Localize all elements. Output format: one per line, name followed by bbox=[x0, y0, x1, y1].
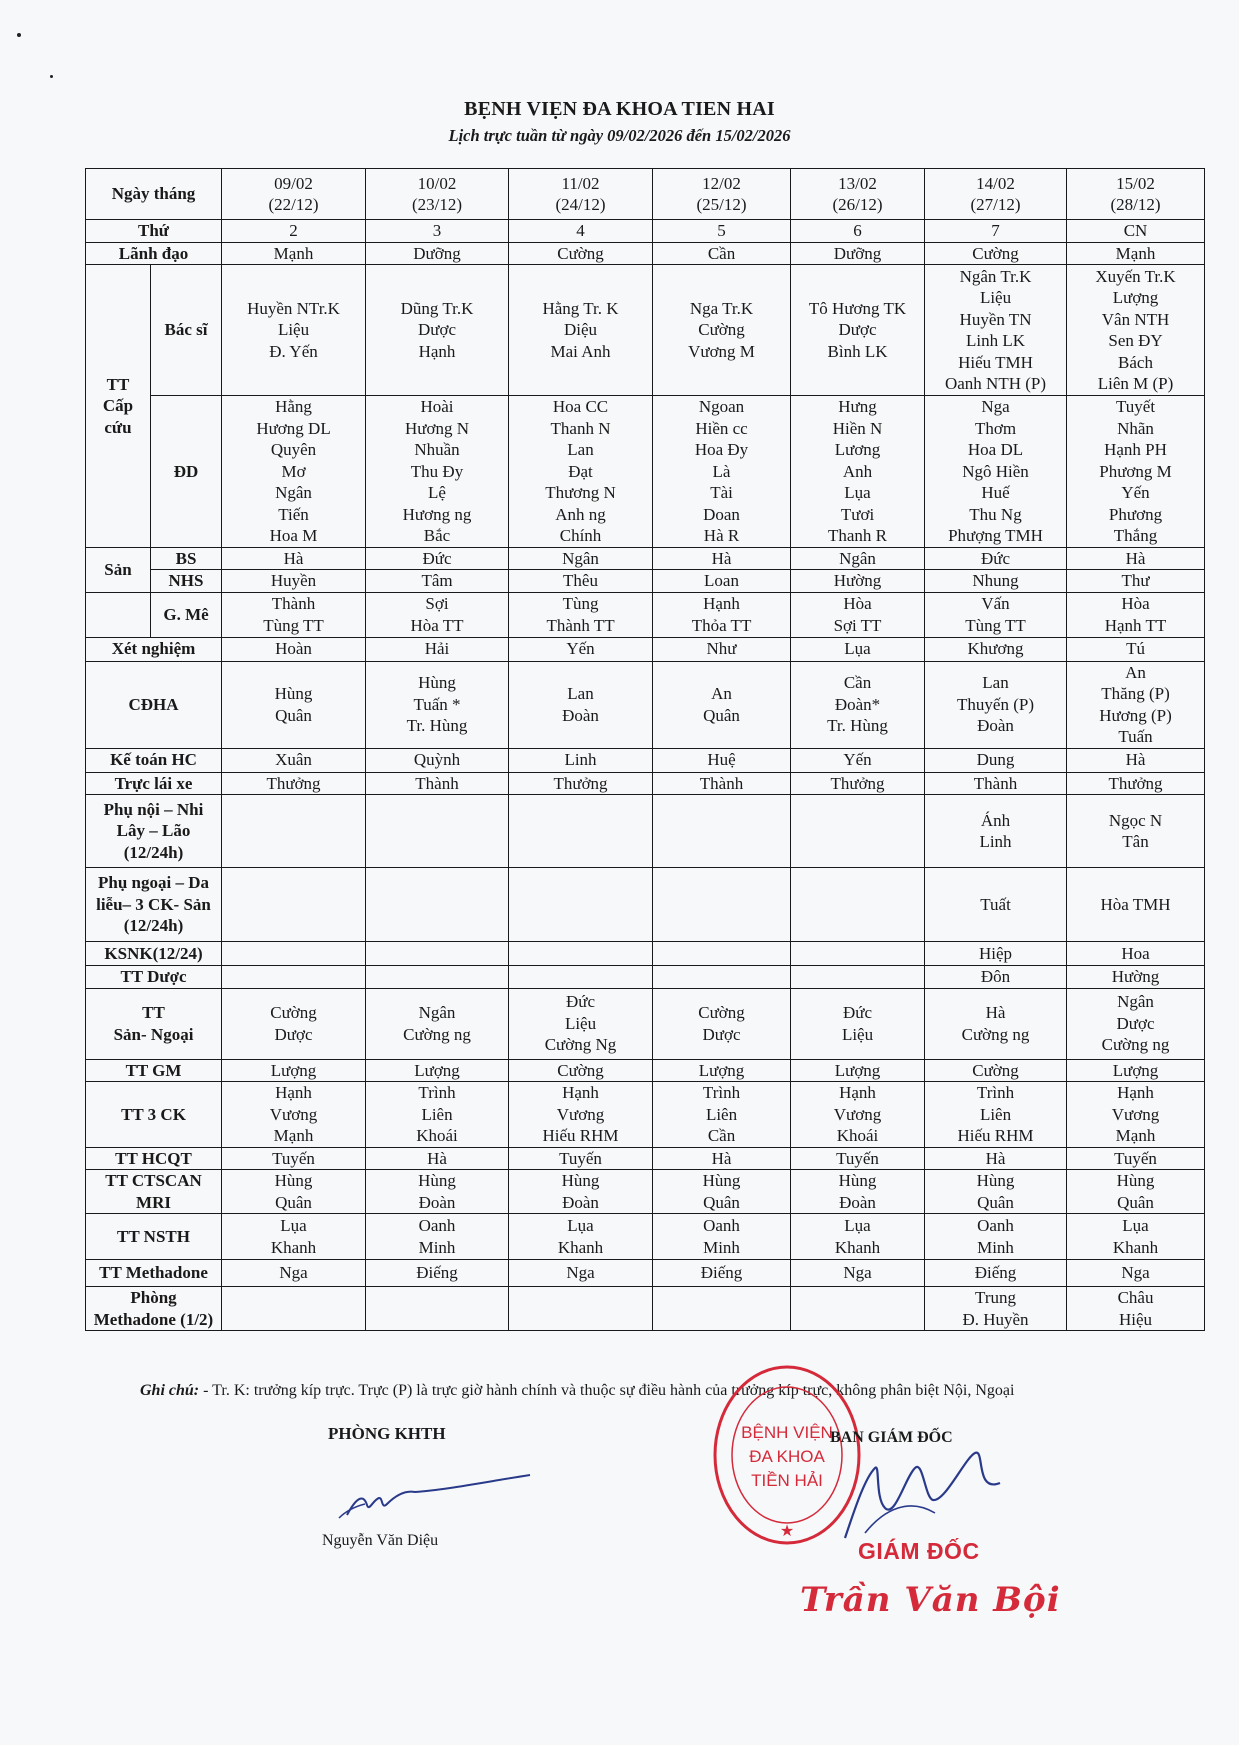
scan-speck bbox=[50, 75, 53, 78]
cell-phunoi bbox=[791, 795, 925, 868]
cell-nurse: Hưng Hiền N Lương Anh Lụa Tươi Thanh R bbox=[791, 396, 925, 548]
cell-methadone: Điếng bbox=[366, 1260, 509, 1287]
cell-ketoan: Huệ bbox=[653, 748, 791, 772]
director-name: Trần Văn Bội bbox=[800, 1580, 1061, 1620]
cell-sanngoai: Cường Dược bbox=[222, 988, 366, 1059]
cell-nsth: Lụa Khanh bbox=[509, 1214, 653, 1260]
cell-ctscan: Hùng Quân bbox=[653, 1170, 791, 1214]
cell-sanngoai: Đức Liệu Cường Ng bbox=[509, 988, 653, 1059]
cell-methadone: Điếng bbox=[925, 1260, 1067, 1287]
cell-leader: Cần bbox=[653, 242, 791, 265]
row-label-leader: Lãnh đạo bbox=[86, 242, 222, 265]
row-label-driver: Trực lái xe bbox=[86, 772, 222, 795]
row-label-nsth: TT NSTH bbox=[86, 1214, 222, 1260]
cell-gm: Lượng bbox=[653, 1059, 791, 1082]
stamp-line-1: BỆNH VIỆN bbox=[741, 1423, 833, 1442]
row-label-ck3: TT 3 CK bbox=[86, 1082, 222, 1148]
schedule-row-weekday bbox=[86, 220, 1205, 243]
row-label-ctscan: TT CTSCAN MRI bbox=[86, 1170, 222, 1214]
cell-weekday: 7 bbox=[925, 220, 1067, 243]
cell-methadone: Nga bbox=[222, 1260, 366, 1287]
cell-hcqt: Hà bbox=[925, 1147, 1067, 1170]
cell-nhs: Loan bbox=[653, 570, 791, 593]
cell-ck3: Trình Liên Hiếu RHM bbox=[925, 1082, 1067, 1148]
schedule-row-ck3 bbox=[86, 1082, 1205, 1148]
cell-bs: Đức bbox=[925, 547, 1067, 570]
cell-cdha: Hùng Tuấn * Tr. Hùng bbox=[366, 661, 509, 748]
cell-duoc bbox=[509, 966, 653, 989]
cell-gm: Cường bbox=[925, 1059, 1067, 1082]
cell-bs: Ngân bbox=[791, 547, 925, 570]
cell-duoc bbox=[366, 966, 509, 989]
cell-leader: Cường bbox=[925, 242, 1067, 265]
cell-nurse: Hoài Hương N Nhuần Thu Đy Lệ Hương ng Bắc bbox=[366, 396, 509, 548]
cell-phungoai bbox=[653, 868, 791, 942]
cell-nsth: Oanh Minh bbox=[366, 1214, 509, 1260]
schedule-row-nsth bbox=[86, 1214, 1205, 1260]
cell-cdha: An Quân bbox=[653, 661, 791, 748]
cell-date: 14/02 (27/12) bbox=[925, 169, 1067, 220]
row-label-ksnk: KSNK(12/24) bbox=[86, 942, 222, 966]
cell-sanngoai: Ngân Cường ng bbox=[366, 988, 509, 1059]
cell-phungoai bbox=[222, 868, 366, 942]
cell-gm: Lượng bbox=[1067, 1059, 1205, 1082]
schedule-subtitle: Lịch trực tuần từ ngày 09/02/2026 đến 15/02/2026 bbox=[448, 126, 791, 145]
row-label-methadone: TT Methadone bbox=[86, 1260, 222, 1287]
row-label-nhs: NHS bbox=[151, 570, 222, 593]
cell-driver: Thưởng bbox=[222, 772, 366, 795]
cell-bs: Đức bbox=[366, 547, 509, 570]
schedule-row-ctscan bbox=[86, 1170, 1205, 1214]
cell-methadone: Nga bbox=[1067, 1260, 1205, 1287]
cell-duoc: Đôn bbox=[925, 966, 1067, 989]
cell-driver: Thành bbox=[653, 772, 791, 795]
cell-ctscan: Hùng Đoàn bbox=[509, 1170, 653, 1214]
cell-phunoi bbox=[509, 795, 653, 868]
cell-ketoan: Linh bbox=[509, 748, 653, 772]
stamp-line-3: TIỀN HẢI bbox=[751, 1471, 823, 1490]
cell-gme: Vấn Tùng TT bbox=[925, 592, 1067, 637]
cell-bs: Hà bbox=[1067, 547, 1205, 570]
stamp-star-icon: ★ bbox=[779, 1523, 795, 1540]
cell-ksnk bbox=[791, 942, 925, 966]
cell-methadone: Nga bbox=[509, 1260, 653, 1287]
row-label-doctor: Bác sĩ bbox=[151, 265, 222, 396]
cell-ctscan: Hùng Quân bbox=[1067, 1170, 1205, 1214]
cell-ck3: Trình Liên Khoái bbox=[366, 1082, 509, 1148]
cell-weekday: CN bbox=[1067, 220, 1205, 243]
cell-bs: Ngân bbox=[509, 547, 653, 570]
row-label-phunoi: Phụ nội – Nhi Lây – Lão (12/24h) bbox=[86, 795, 222, 868]
cell-nhs: Nhung bbox=[925, 570, 1067, 593]
cell-cdha: Lan Thuyến (P) Đoàn bbox=[925, 661, 1067, 748]
cell-gme: Hạnh Thỏa TT bbox=[653, 592, 791, 637]
row-label-date: Ngày tháng bbox=[86, 169, 222, 220]
cell-ck3: Hạnh Vương Mạnh bbox=[222, 1082, 366, 1148]
cell-ksnk: Hiệp bbox=[925, 942, 1067, 966]
cell-ksnk bbox=[509, 942, 653, 966]
cell-nhs: Hường bbox=[791, 570, 925, 593]
schedule-row-doctor bbox=[86, 265, 1205, 396]
cell-weekday: 3 bbox=[366, 220, 509, 243]
cell-ksnk bbox=[366, 942, 509, 966]
schedule-row-methadone bbox=[86, 1260, 1205, 1287]
dept-signature bbox=[335, 1470, 535, 1530]
dept-title: PHÒNG KHTH bbox=[328, 1424, 446, 1443]
scan-speck bbox=[17, 33, 21, 37]
cell-nhs: Tâm bbox=[366, 570, 509, 593]
cell-date: 13/02 (26/12) bbox=[791, 169, 925, 220]
cell-phungoai bbox=[366, 868, 509, 942]
cell-lab: Yến bbox=[509, 637, 653, 661]
schedule-row-cdha bbox=[86, 661, 1205, 748]
cell-ctscan: Hùng Quân bbox=[925, 1170, 1067, 1214]
cell-hcqt: Tuyến bbox=[1067, 1147, 1205, 1170]
cell-lab: Như bbox=[653, 637, 791, 661]
cell-driver: Thưởng bbox=[791, 772, 925, 795]
cell-doctor: Nga Tr.K Cường Vương M bbox=[653, 265, 791, 396]
cell-doctor: Xuyến Tr.K Lượng Vân NTH Sen ĐY Bách Liên M (P) bbox=[1067, 265, 1205, 396]
cell-phongmethadone bbox=[791, 1287, 925, 1331]
cell-phungoai: Tuất bbox=[925, 868, 1067, 942]
cell-hcqt: Hà bbox=[653, 1147, 791, 1170]
cell-doctor: Hằng Tr. K Diệu Mai Anh bbox=[509, 265, 653, 396]
cell-ctscan: Hùng Đoàn bbox=[366, 1170, 509, 1214]
cell-nurse: Hoa CC Thanh N Lan Đạt Thương N Anh ng Chính bbox=[509, 396, 653, 548]
cell-phungoai: Hòa TMH bbox=[1067, 868, 1205, 942]
row-label-obs: Sản bbox=[86, 547, 151, 592]
row-label-nurse: ĐD bbox=[151, 396, 222, 548]
schedule-row-gme bbox=[86, 592, 1205, 637]
cell-phongmethadone: Trung Đ. Huyền bbox=[925, 1287, 1067, 1331]
cell-nsth: Oanh Minh bbox=[653, 1214, 791, 1260]
row-label-phungoai: Phụ ngoại – Da liễu– 3 CK- Sản (12/24h) bbox=[86, 868, 222, 942]
cell-lab: Hải bbox=[366, 637, 509, 661]
stamp-line-2: ĐA KHOA bbox=[749, 1447, 825, 1466]
cell-lab: Tú bbox=[1067, 637, 1205, 661]
row-label-cdha: CĐHA bbox=[86, 661, 222, 748]
cell-sanngoai: Hà Cường ng bbox=[925, 988, 1067, 1059]
cell-date: 12/02 (25/12) bbox=[653, 169, 791, 220]
cell-leader: Dưỡng bbox=[366, 242, 509, 265]
row-label-ketoan: Kế toán HC bbox=[86, 748, 222, 772]
cell-nsth: Oanh Minh bbox=[925, 1214, 1067, 1260]
cell-weekday: 4 bbox=[509, 220, 653, 243]
row-label-gme: G. Mê bbox=[151, 592, 222, 637]
cell-lab: Lụa bbox=[791, 637, 925, 661]
cell-nhs: Thư bbox=[1067, 570, 1205, 593]
cell-cdha: Cần Đoàn* Tr. Hùng bbox=[791, 661, 925, 748]
row-label-gm: TT GM bbox=[86, 1059, 222, 1082]
cell-phongmethadone: Châu Hiệu bbox=[1067, 1287, 1205, 1331]
schedule-row-date bbox=[86, 169, 1205, 220]
cell-nhs: Thêu bbox=[509, 570, 653, 593]
cell-phungoai bbox=[791, 868, 925, 942]
cell-leader: Mạnh bbox=[1067, 242, 1205, 265]
cell-bs: Hà bbox=[653, 547, 791, 570]
row-label-lab: Xét nghiệm bbox=[86, 637, 222, 661]
row-label-phongmethadone: Phòng Methadone (1/2) bbox=[86, 1287, 222, 1331]
cell-weekday: 5 bbox=[653, 220, 791, 243]
cell-phongmethadone bbox=[653, 1287, 791, 1331]
cell-sanngoai: Đức Liệu bbox=[791, 988, 925, 1059]
cell-ksnk bbox=[653, 942, 791, 966]
cell-nurse: Nga Thơm Hoa DL Ngô Hiền Huế Thu Ng Phượng TMH bbox=[925, 396, 1067, 548]
cell-ck3: Trình Liên Cần bbox=[653, 1082, 791, 1148]
cell-sanngoai: Ngân Dược Cường ng bbox=[1067, 988, 1205, 1059]
schedule-row-phunoi bbox=[86, 795, 1205, 868]
cell-ketoan: Xuân bbox=[222, 748, 366, 772]
document-header bbox=[0, 98, 1239, 146]
cell-bs: Hà bbox=[222, 547, 366, 570]
cell-cdha: Hùng Quân bbox=[222, 661, 366, 748]
cell-phongmethadone bbox=[366, 1287, 509, 1331]
cell-doctor: Ngân Tr.K Liệu Huyền TN Linh LK Hiếu TMH Oanh NTH (P) bbox=[925, 265, 1067, 396]
cell-cdha: An Thăng (P) Hương (P) Tuấn bbox=[1067, 661, 1205, 748]
cell-hcqt: Tuyến bbox=[791, 1147, 925, 1170]
cell-leader: Dưỡng bbox=[791, 242, 925, 265]
cell-ketoan: Dung bbox=[925, 748, 1067, 772]
cell-lab: Hoàn bbox=[222, 637, 366, 661]
cell-duoc bbox=[791, 966, 925, 989]
cell-gm: Lượng bbox=[222, 1059, 366, 1082]
cell-date: 11/02 (24/12) bbox=[509, 169, 653, 220]
cell-phunoi bbox=[222, 795, 366, 868]
cell-phunoi bbox=[653, 795, 791, 868]
cell-nsth: Lụa Khanh bbox=[222, 1214, 366, 1260]
hospital-name: BẸNH VIẸN ĐA KHOA TIEN HAI bbox=[464, 98, 775, 120]
cell-phunoi: Ngọc N Tân bbox=[1067, 795, 1205, 868]
schedule-row-gm bbox=[86, 1059, 1205, 1082]
cell-doctor: Dũng Tr.K Dược Hạnh bbox=[366, 265, 509, 396]
cell-weekday: 2 bbox=[222, 220, 366, 243]
cell-leader: Mạnh bbox=[222, 242, 366, 265]
cell-duoc: Hường bbox=[1067, 966, 1205, 989]
cell-methadone: Điếng bbox=[653, 1260, 791, 1287]
row-label-bs: BS bbox=[151, 547, 222, 570]
row-label-er: TT Cấp cứu bbox=[86, 265, 151, 548]
cell-doctor: Tô Hương TK Dược Bình LK bbox=[791, 265, 925, 396]
cell-ksnk: Hoa bbox=[1067, 942, 1205, 966]
schedule-row-bs bbox=[86, 547, 1205, 570]
cell-phungoai bbox=[509, 868, 653, 942]
cell-ctscan: Hùng Quân bbox=[222, 1170, 366, 1214]
cell-duoc bbox=[222, 966, 366, 989]
cell-ck3: Hạnh Vương Khoái bbox=[791, 1082, 925, 1148]
row-label-hcqt: TT HCQT bbox=[86, 1147, 222, 1170]
cell-date: 09/02 (22/12) bbox=[222, 169, 366, 220]
schedule-row-leader bbox=[86, 242, 1205, 265]
cell-nurse: Hằng Hương DL Quyên Mơ Ngân Tiến Hoa M bbox=[222, 396, 366, 548]
schedule-row-ksnk bbox=[86, 942, 1205, 966]
cell-ck3: Hạnh Vương Hiếu RHM bbox=[509, 1082, 653, 1148]
schedule-row-nhs bbox=[86, 570, 1205, 593]
cell-nhs: Huyền bbox=[222, 570, 366, 593]
cell-ctscan: Hùng Đoàn bbox=[791, 1170, 925, 1214]
cell-lab: Khương bbox=[925, 637, 1067, 661]
cell-driver: Thành bbox=[925, 772, 1067, 795]
cell-ck3: Hạnh Vương Mạnh bbox=[1067, 1082, 1205, 1148]
note-label: Ghi chú: bbox=[140, 1382, 200, 1399]
schedule-row-lab bbox=[86, 637, 1205, 661]
cell-date: 15/02 (28/12) bbox=[1067, 169, 1205, 220]
cell-gme: Hòa Sợi TT bbox=[791, 592, 925, 637]
director-signature bbox=[835, 1438, 1005, 1548]
schedule-row-sanngoai bbox=[86, 988, 1205, 1059]
cell-nsth: Lụa Khanh bbox=[791, 1214, 925, 1260]
cell-hcqt: Tuyến bbox=[509, 1147, 653, 1170]
blank-cell bbox=[86, 592, 151, 637]
schedule-row-ketoan bbox=[86, 748, 1205, 772]
cell-gme: Sợi Hòa TT bbox=[366, 592, 509, 637]
cell-driver: Thưởng bbox=[1067, 772, 1205, 795]
cell-doctor: Huyền NTr.K Liệu Đ. Yến bbox=[222, 265, 366, 396]
row-label-duoc: TT Dược bbox=[86, 966, 222, 989]
director-title: GIÁM ĐỐC bbox=[858, 1538, 980, 1564]
cell-gme: Hòa Hạnh TT bbox=[1067, 592, 1205, 637]
dept-signer-name: Nguyễn Văn Diệu bbox=[322, 1532, 439, 1549]
cell-date: 10/02 (23/12) bbox=[366, 169, 509, 220]
cell-ketoan: Quỳnh bbox=[366, 748, 509, 772]
cell-gme: Thành Tùng TT bbox=[222, 592, 366, 637]
cell-phunoi bbox=[366, 795, 509, 868]
cell-leader: Cường bbox=[509, 242, 653, 265]
cell-driver: Thành bbox=[366, 772, 509, 795]
cell-ksnk bbox=[222, 942, 366, 966]
schedule-row-nurse bbox=[86, 396, 1205, 548]
cell-gm: Cường bbox=[509, 1059, 653, 1082]
schedule-row-phungoai bbox=[86, 868, 1205, 942]
cell-nsth: Lụa Khanh bbox=[1067, 1214, 1205, 1260]
cell-cdha: Lan Đoàn bbox=[509, 661, 653, 748]
duty-schedule-table bbox=[85, 168, 1205, 1331]
note-text: - Tr. K: trưởng kíp trực. Trực (P) là trực giờ hành chính và thuộc sự điều hành của trưởng kíp trực, không phân biệt Nội, Ngoại bbox=[199, 1382, 1015, 1399]
schedule-row-hcqt bbox=[86, 1147, 1205, 1170]
cell-weekday: 6 bbox=[791, 220, 925, 243]
cell-hcqt: Hà bbox=[366, 1147, 509, 1170]
cell-nurse: Tuyết Nhãn Hạnh PH Phương M Yến Phương Thắng bbox=[1067, 396, 1205, 548]
cell-phongmethadone bbox=[509, 1287, 653, 1331]
cell-driver: Thưởng bbox=[509, 772, 653, 795]
cell-gme: Tùng Thành TT bbox=[509, 592, 653, 637]
cell-duoc bbox=[653, 966, 791, 989]
cell-gm: Lượng bbox=[366, 1059, 509, 1082]
cell-sanngoai: Cường Dược bbox=[653, 988, 791, 1059]
schedule-row-duoc bbox=[86, 966, 1205, 989]
schedule-row-driver bbox=[86, 772, 1205, 795]
row-label-weekday: Thứ bbox=[86, 220, 222, 243]
cell-hcqt: Tuyến bbox=[222, 1147, 366, 1170]
cell-nurse: Ngoan Hiền cc Hoa Đy Là Tài Doan Hà R bbox=[653, 396, 791, 548]
cell-methadone: Nga bbox=[791, 1260, 925, 1287]
cell-ketoan: Hà bbox=[1067, 748, 1205, 772]
cell-phongmethadone bbox=[222, 1287, 366, 1331]
cell-gm: Lượng bbox=[791, 1059, 925, 1082]
note bbox=[140, 1380, 1200, 1402]
cell-phunoi: Ánh Linh bbox=[925, 795, 1067, 868]
row-label-sanngoai: TT Sản- Ngoại bbox=[86, 988, 222, 1059]
schedule-row-phongmethadone bbox=[86, 1287, 1205, 1331]
board-title: BAN GIÁM ĐỐC bbox=[830, 1429, 953, 1446]
cell-ketoan: Yến bbox=[791, 748, 925, 772]
